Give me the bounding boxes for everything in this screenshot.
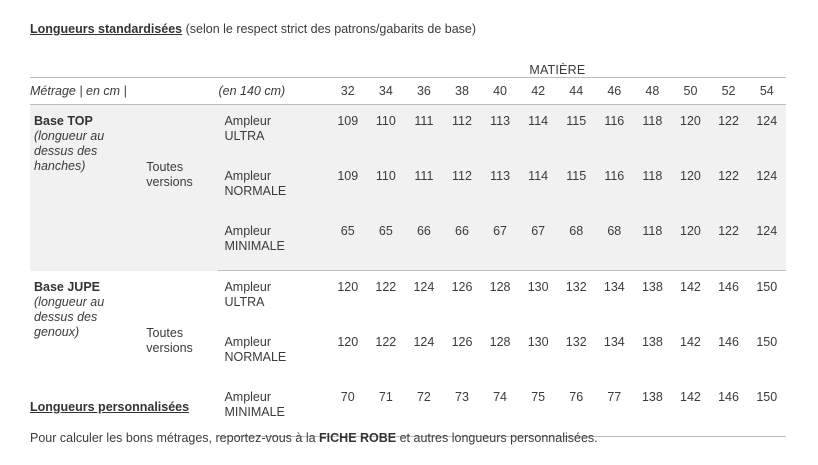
ampleur-line2: MINIMALE <box>224 405 285 419</box>
group-versions-top <box>140 105 218 271</box>
cell-value: 118 <box>633 105 671 161</box>
cell-value: 138 <box>633 271 671 327</box>
matiere-spacer-2 <box>140 63 218 78</box>
cell-value: 126 <box>443 326 481 381</box>
cell-value: 122 <box>710 105 748 161</box>
header-size-40: 40 <box>481 78 519 105</box>
cell-value: 115 <box>557 105 595 161</box>
cell-value: 134 <box>595 271 633 327</box>
header-size-54: 54 <box>748 78 786 105</box>
ampleur-line2: ULTRA <box>224 295 265 309</box>
cell-value: 134 <box>595 326 633 381</box>
cell-value: 120 <box>329 326 367 381</box>
group-subtitle-jupe-1: (longueur au <box>34 294 105 309</box>
cell-value: 114 <box>519 160 557 215</box>
cell-value: 77 <box>595 381 633 437</box>
standard-lengths-heading <box>30 22 476 36</box>
matiere-spacer-1 <box>30 63 140 78</box>
header-size-50: 50 <box>671 78 709 105</box>
table-row <box>30 105 786 161</box>
standard-lengths-heading-rest: (selon le respect strict des patrons/gabarits de base) <box>182 22 477 36</box>
header-size-46: 46 <box>595 78 633 105</box>
standard-lengths-heading-lead: Longueurs standardisées <box>30 22 183 36</box>
header-size-44: 44 <box>557 78 595 105</box>
group-subtitle-jupe-3: genoux) <box>34 324 80 339</box>
ampleur-line2: MINIMALE <box>224 239 285 253</box>
header-size-42: 42 <box>519 78 557 105</box>
fiche-robe-reference: FICHE ROBE <box>319 431 397 445</box>
cell-value: 120 <box>671 215 709 271</box>
cell-value: 124 <box>748 160 786 215</box>
table-row <box>30 271 786 327</box>
cell-value: 68 <box>557 215 595 271</box>
cell-value: 112 <box>443 105 481 161</box>
ampleur-line2: NORMALE <box>224 350 287 364</box>
cell-value: 120 <box>329 271 367 327</box>
cell-value: 112 <box>443 160 481 215</box>
cell-value: 114 <box>519 105 557 161</box>
group-versions-top-2: versions <box>146 175 193 189</box>
lengths-table <box>30 63 786 437</box>
ampleur-label <box>218 215 328 271</box>
cell-value: 73 <box>443 381 481 437</box>
cell-value: 142 <box>671 381 709 437</box>
ampleur-line1: Ampleur <box>224 169 271 183</box>
cell-value: 118 <box>633 160 671 215</box>
cell-value: 74 <box>481 381 519 437</box>
group-versions-jupe-2: versions <box>146 340 193 355</box>
cell-value: 124 <box>748 215 786 271</box>
ampleur-label <box>218 326 328 381</box>
cell-value: 122 <box>710 215 748 271</box>
cell-value: 109 <box>329 160 367 215</box>
cell-value: 120 <box>671 105 709 161</box>
group-title-jupe: Base JUPE <box>34 279 101 294</box>
cell-value: 116 <box>595 105 633 161</box>
cell-value: 142 <box>671 271 709 327</box>
group-label-top <box>30 105 140 271</box>
cell-value: 146 <box>710 271 748 327</box>
ampleur-line2: ULTRA <box>224 129 265 143</box>
header-metrage: Métrage | en cm | <box>30 78 218 105</box>
group-subtitle-jupe-2: dessus des <box>34 309 98 324</box>
cell-value: 67 <box>519 215 557 271</box>
header-size-52: 52 <box>710 78 748 105</box>
header-size-34: 34 <box>367 78 405 105</box>
cell-value: 122 <box>367 271 405 327</box>
group-title-top: Base TOP <box>34 114 93 128</box>
cell-value: 128 <box>481 326 519 381</box>
cell-value: 110 <box>367 160 405 215</box>
ampleur-line1: Ampleur <box>224 390 271 404</box>
ampleur-line1: Ampleur <box>224 114 271 128</box>
cell-value: 124 <box>405 271 443 327</box>
ampleur-label <box>218 160 328 215</box>
cell-value: 124 <box>748 105 786 161</box>
cell-value: 122 <box>367 326 405 381</box>
cell-value: 130 <box>519 271 557 327</box>
custom-lengths-section <box>30 400 786 445</box>
ampleur-label <box>218 271 328 327</box>
cell-value: 128 <box>481 271 519 327</box>
cell-value: 76 <box>557 381 595 437</box>
cell-value: 126 <box>443 271 481 327</box>
cell-value: 72 <box>405 381 443 437</box>
cell-value: 110 <box>367 105 405 161</box>
header-size-32: 32 <box>329 78 367 105</box>
matiere-spacer-3 <box>218 63 328 78</box>
cell-value: 150 <box>748 381 786 437</box>
cell-value: 113 <box>481 105 519 161</box>
custom-lengths-text <box>30 431 786 445</box>
cell-value: 124 <box>405 326 443 381</box>
header-size-38: 38 <box>443 78 481 105</box>
cell-value: 75 <box>519 381 557 437</box>
cell-value: 118 <box>633 215 671 271</box>
ampleur-line1: Ampleur <box>224 280 271 294</box>
cell-value: 71 <box>367 381 405 437</box>
group-versions-jupe-1: Toutes <box>146 325 184 340</box>
header-size-36: 36 <box>405 78 443 105</box>
cell-value: 66 <box>443 215 481 271</box>
ampleur-line2: NORMALE <box>224 184 287 198</box>
cell-value: 132 <box>557 271 595 327</box>
cell-value: 111 <box>405 160 443 215</box>
matiere-banner-row <box>30 63 786 78</box>
table-header-row <box>30 78 786 105</box>
cell-value: 70 <box>329 381 367 437</box>
cell-value: 138 <box>633 381 671 437</box>
cell-value: 122 <box>710 160 748 215</box>
cell-value: 68 <box>595 215 633 271</box>
cell-value: 113 <box>481 160 519 215</box>
cell-value: 146 <box>710 381 748 437</box>
group-subtitle-top-3: hanches) <box>34 159 86 173</box>
cell-value: 116 <box>595 160 633 215</box>
cell-value: 146 <box>710 326 748 381</box>
custom-lengths-title: Longueurs personnalisées <box>30 400 190 414</box>
header-size-48: 48 <box>633 78 671 105</box>
custom-lengths-text-part1: Pour calculer les bons métrages, reportez-vous à la <box>30 431 320 445</box>
custom-lengths-text-part2: et autres longueurs personnalisées. <box>396 431 598 445</box>
cell-value: 65 <box>367 215 405 271</box>
header-width-140: (en 140 cm) <box>218 78 328 105</box>
cell-value: 115 <box>557 160 595 215</box>
cell-value: 142 <box>671 326 709 381</box>
cell-value: 150 <box>748 271 786 327</box>
ampleur-line1: Ampleur <box>224 224 271 238</box>
ampleur-line1: Ampleur <box>224 335 271 349</box>
cell-value: 138 <box>633 326 671 381</box>
cell-value: 150 <box>748 326 786 381</box>
cell-value: 120 <box>671 160 709 215</box>
cell-value: 111 <box>405 105 443 161</box>
cell-value: 130 <box>519 326 557 381</box>
lengths-table-wrapper <box>30 63 786 437</box>
group-versions-top-1: Toutes <box>146 160 184 174</box>
cell-value: 132 <box>557 326 595 381</box>
matiere-label: MATIÈRE <box>529 63 586 77</box>
ampleur-label <box>218 105 328 161</box>
group-subtitle-top-1: (longueur au <box>34 129 105 143</box>
group-subtitle-top-2: dessus des <box>34 144 98 158</box>
cell-value: 67 <box>481 215 519 271</box>
cell-value: 65 <box>329 215 367 271</box>
cell-value: 66 <box>405 215 443 271</box>
cell-value: 109 <box>329 105 367 161</box>
